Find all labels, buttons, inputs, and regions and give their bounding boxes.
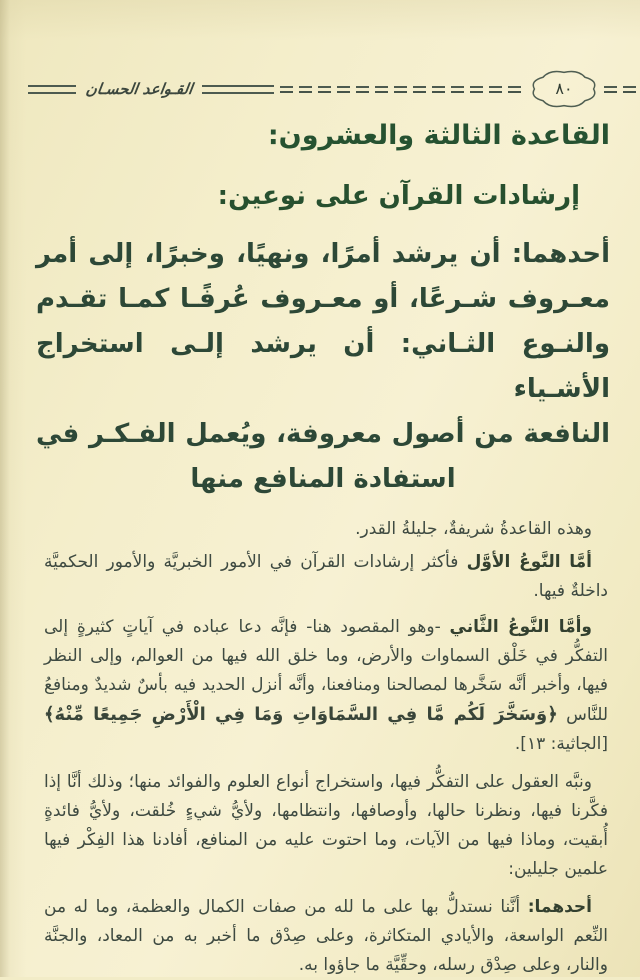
paragraph-lead: أحدهما: [527,896,592,917]
paragraph-text: -وهو المقصود هنا- فإنَّه دعا عباده في آياتٍ كثيرةٍ إلى التفكُّر في خَلْق السماوات والأرض، وما خلق الله فيها من العوالم، وإلى النظر فيها، وأخبر أنَّه سَخَّرها لمصالحنا ومنافعنا، وأنَّه أنزل الحديد فيه بأسٌ شديدٌ ومنافعُ للنَّاس [44,616,608,725]
lead-block [30,232,610,502]
paragraph-text: وهذه القاعدةُ شريفةٌ، جليلةُ القدر. [355,518,592,539]
paragraph-lead: أمَّا النَّوعُ الأوَّل [466,551,592,572]
header-rule-middle [202,85,274,94]
lead-block-line: أحدهما: أن يرشد أمرًا، ونهيًا، وخبرًا، إلى أمر [36,238,610,269]
paragraph [30,613,610,759]
lead-block-line: استفادة المنافع منها [190,463,456,494]
paragraph [30,893,610,980]
paragraph-text: فأكثر إرشادات القرآن في الأمور الخبريَّة والأمور الحكميَّة داخلةٌ فيها. [44,551,608,601]
header-rule-dashed [280,85,524,94]
page-body [30,106,610,980]
lead-block-line: النافعة من أصول معروفة، ويُعمل الفـكـر في [36,418,610,449]
quran-verse: ﴿وَسَخَّرَ لَكُم مَّا فِي السَّمَاوَاتِ وَمَا فِي الْأَرْضِ جَمِيعًا مِّنْهُ﴾ [44,703,558,725]
paragraph [30,548,610,606]
verse-citation: [الجاثية: ١٣]. [514,733,608,754]
header-rule-left [28,85,76,94]
page-number: ٨٠ [555,78,573,98]
section-subtitle: إرشادات القرآن على نوعين: [217,181,580,212]
paragraph-text: ونبَّه العقول على التفكُّر فيها، واستخراج أنواع العلوم والفوائد منها؛ وذلك أنَّا إذا فكَّرنا فيها، ونظرنا حالها، وأوصافها، وانتظامها، ولأيُّ شيءٍ خُلقت، ولأيُّ فائدةٍ أُبقيت، وماذا فيها من الآيات، وما احتوت عليه من المنافع، أفادنا هذا الفِكْر فيها علمين جليلين: [44,771,608,879]
paragraph-lead: وأمَّا النَّوعُ الثَّاني [449,616,592,637]
header-rule-right [604,85,640,94]
paragraph [30,515,610,544]
lead-block-line: معـروف شـرعًا، أو معـروف عُرفًـا كمـا تقـدم [36,283,610,314]
lead-block-line: والنـوع الثـاني: أن يرشد إلـى استخراج الأشـياء [36,328,610,404]
paragraph [30,768,610,884]
paragraph-text: أنَّنا نستدلُّ بها على ما لله من صفات الكمال والعظمة، وما له من النِّعم الواسعة، والأيادي المتكاثرة، وعلى صِدْق ما أخبر به من المعاد، والجنَّة والنار، وعلى صِدْق رسله، وحقِّيَّة ما جاؤوا به. [44,896,608,975]
chapter-title: القاعدة الثالثة والعشرون: [267,120,610,151]
book-title: القـواعد الحسـان [84,80,194,98]
